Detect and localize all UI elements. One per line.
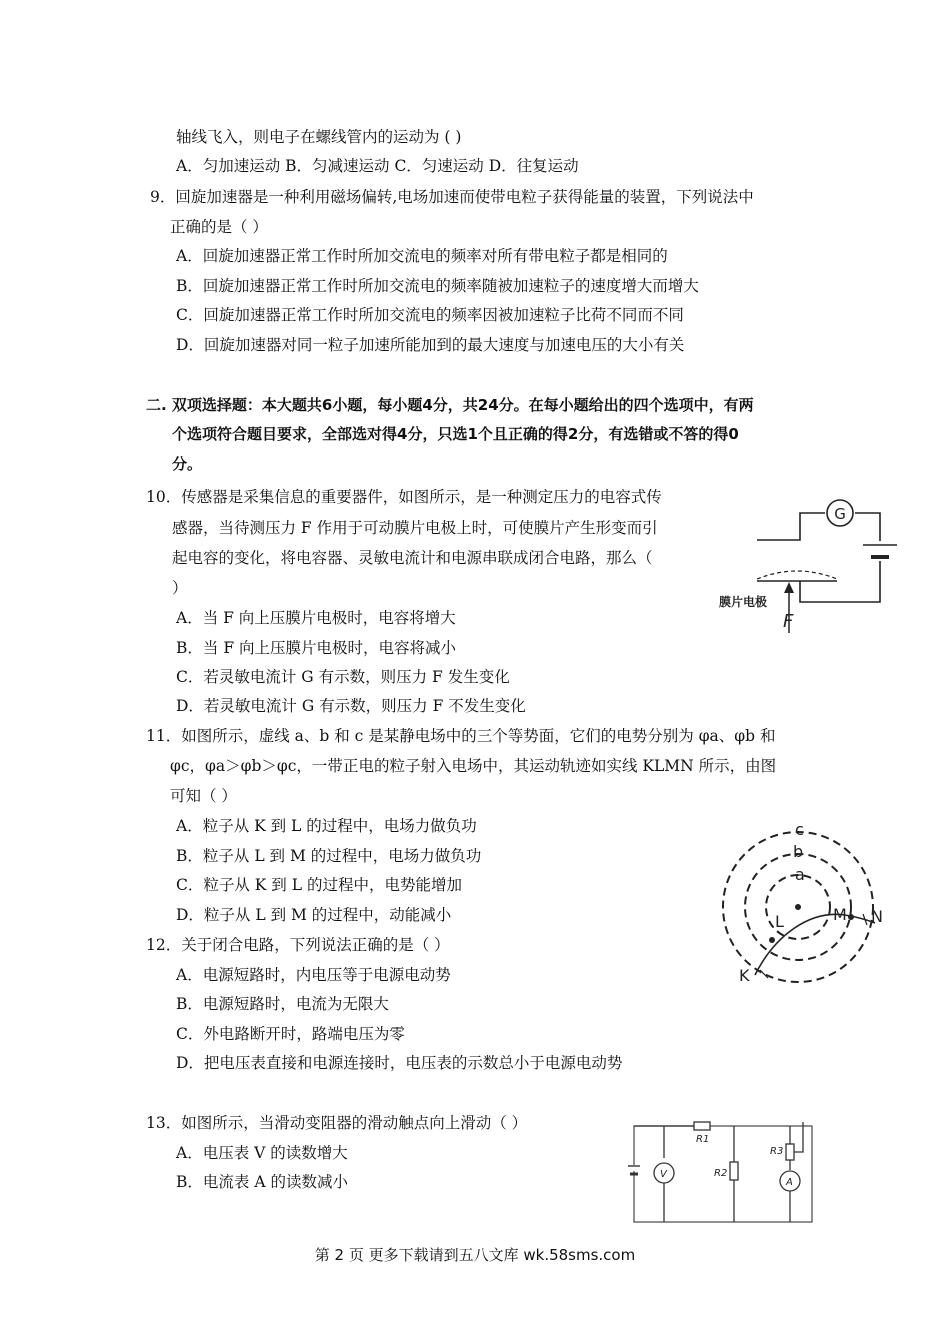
q8-options: A．匀加速运动 B．匀减速运动 C．匀速运动 D．往复运动 [176,157,579,175]
q9-option-b: B．回旋加速器正常工作时所加交流电的频率随被加速粒子的速度增大而增大 [176,277,699,295]
section2-heading-end: 分。 [172,455,203,473]
rheostat-r3 [786,1144,794,1160]
q11-stem-2: φc，φa＞φb＞φc，一带正电的粒子射入电场中，其运动轨迹如实线 KLMN 所示，由图 [170,757,777,775]
q10-sensor-figure [715,495,895,645]
q10-option-c: C．若灵敏电流计 G 有示数，则压力 F 发生变化 [176,668,510,686]
q10-option-d: D．若灵敏电流计 G 有示数，则压力 F 不发生变化 [176,697,526,715]
label-b: b [793,842,804,861]
q13-option-a: A．电压表 V 的读数增大 [176,1144,348,1162]
crossing-mark-k [760,970,768,978]
q13-option-b: B．电流表 A 的读数减小 [176,1173,348,1191]
ammeter-label: A [786,1177,793,1188]
q11-option-b: B．粒子从 L 到 M 的过程中，电场力做负功 [176,847,482,865]
label-a: a [795,865,805,884]
q10-stem-4: ） [172,579,188,597]
q10-wire-top-right [855,513,880,541]
trajectory-klmn [755,914,875,975]
q13-stem: 13．如图所示，当滑动变阻器的滑动触点向上滑动（ ） [146,1114,528,1132]
q10-stem-3: 起电容的变化，将电容器、灵敏电流计和电源串联成闭合电路，那么（ [172,549,653,567]
section2-heading: 二. 双项选择题：本大题共6小题，每小题4分，共24分。在每小题给出的四个选项中，有两 [146,396,754,414]
q12-option-d: D．把电压表直接和电源连接时，电压表的示数总小于电源电动势 [176,1054,623,1072]
q10-option-a: A．当 F 向上压膜片电极时，电容将增大 [176,609,456,627]
resistor-r1 [694,1122,710,1130]
q12-option-a: A．电源短路时，内电压等于电源电动势 [176,966,451,984]
q8-stem-tail: 轴线飞入，则电子在螺线管内的运动为 ( ) [176,128,462,146]
q11-option-c: C．粒子从 K 到 L 的过程中，电势能增加 [176,876,462,894]
q10-option-b: B．当 F 向上压膜片电极时，电容将减小 [176,639,457,657]
membrane-deformed-dashed [757,571,837,579]
q9-option-c: C．回旋加速器正常工作时所加交流电的频率因被加速粒子比荷不同而不同 [176,306,684,324]
voltmeter-label: V [660,1169,667,1180]
page-footer: 第 2 页 更多下载请到五八文库 wk.58sms.com [314,1246,636,1264]
label-l: L [775,912,784,931]
q10-stem-2: 感器，当待测压力 F 作用于可动膜片电极上时，可使膜片产生形变而引 [172,519,658,537]
q11-option-a: A．粒子从 K 到 L 的过程中，电场力做负功 [176,817,477,835]
label-m: M [833,905,847,924]
label-n: N [871,907,883,926]
q11-stem-3: 可知（ ） [170,787,237,805]
point-l [769,937,775,943]
q11-stem: 11．如图所示，虚线 a、b 和 c 是某静电场中的三个等势面，它们的电势分别为 φa、φb 和 [146,727,776,745]
label-c: c [795,820,804,839]
point-m [848,914,854,920]
r2-label: R2 [714,1168,728,1179]
q13-circuit-figure [628,1118,818,1224]
force-arrowhead-icon [784,582,794,593]
resistor-r2 [730,1162,738,1180]
galvanometer-label: G [834,505,846,523]
q12-option-b: B．电源短路时，电流为无限大 [176,995,389,1013]
q11-equipotential-figure [715,815,895,990]
q12-stem: 12．关于闭合电路，下列说法正确的是（ ） [146,936,450,954]
r1-label: R1 [696,1134,710,1145]
q9-option-d: D．回旋加速器对同一粒子加速所能加到的最大速度与加速电压的大小有关 [176,336,685,354]
q11-option-d: D．粒子从 L 到 M 的过程中，动能减小 [176,906,452,924]
q9-stem-cont: 正确的是（ ） [170,218,268,236]
q12-option-c: C．外电路断开时，路端电压为零 [176,1025,405,1043]
label-k: K [739,966,750,985]
r3-label: R3 [770,1146,784,1157]
force-label: F [783,611,794,632]
section2-heading-cont: 个选项符合题目要求，全部选对得4分，只选1个且正确的得2分，有选错或不答的得0 [172,425,739,443]
q9-option-a: A．回旋加速器正常工作时所加交流电的频率对所有带电粒子都是相同的 [176,247,668,265]
membrane-electrode-label: 膜片电极 [719,595,768,609]
field-center-dot [795,904,801,910]
q9-stem: 9．回旋加速器是一种利用磁场偏转,电场加速而使带电粒子获得能量的装置，下列说法中 [150,188,754,206]
q10-stem: 10．传感器是采集信息的重要器件，如图所示，是一种测定压力的电容式传 [146,488,662,506]
q10-wire-top-left [757,513,825,540]
